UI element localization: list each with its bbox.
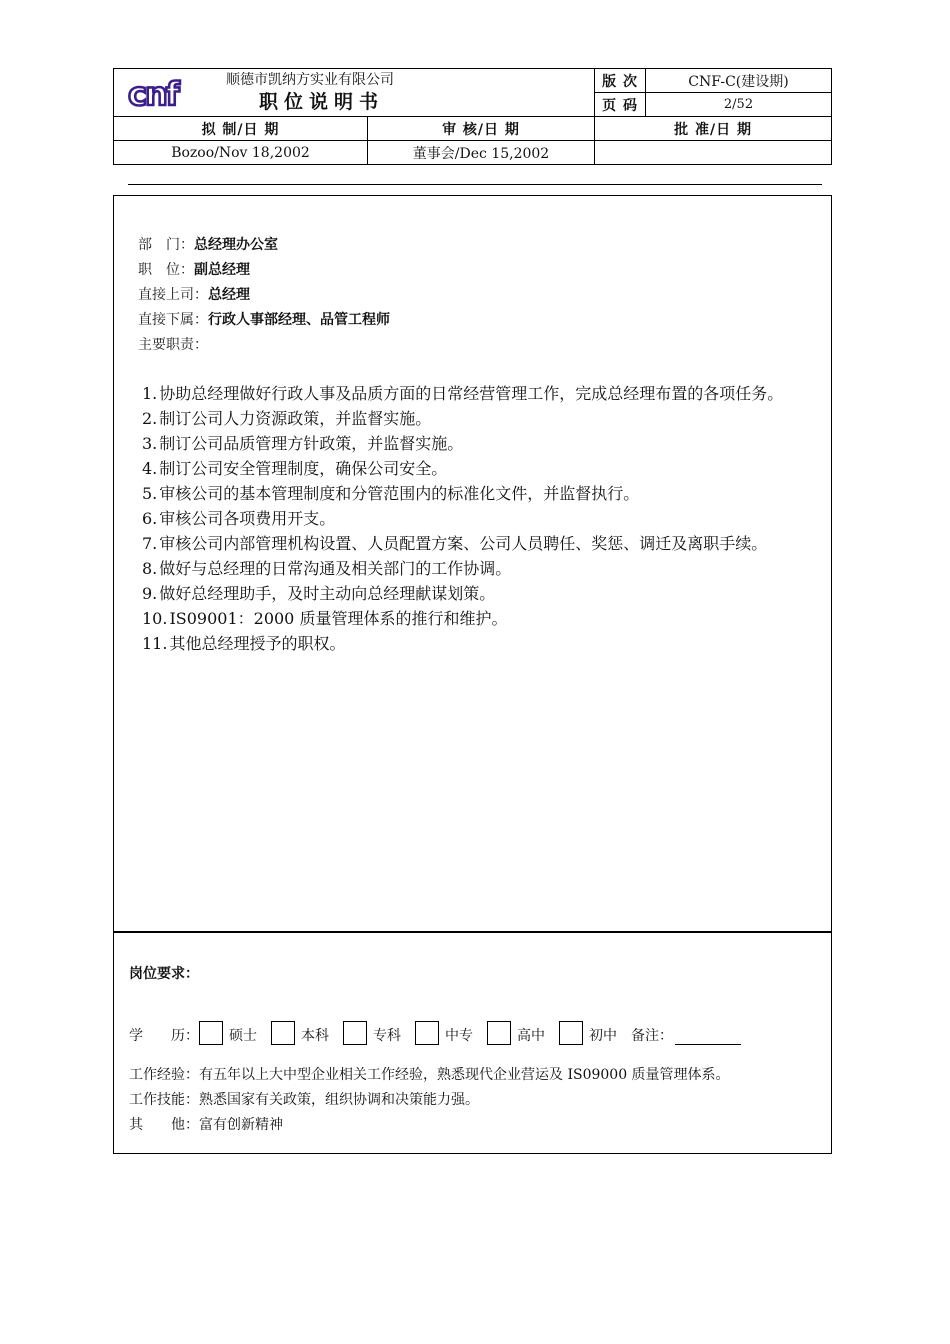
duty-number: 7. <box>142 534 158 553</box>
duties-heading <box>138 334 208 354</box>
duty-text: IS09001：2000 质量管理体系的推行和维护。 <box>169 609 508 628</box>
education-option-label: 高中 <box>517 1028 545 1044</box>
drafted-value: Bozoo/Nov 18,2002 <box>114 141 368 165</box>
skills-value: 熟悉国家有关政策，组织协调和决策能力强。 <box>199 1092 479 1108</box>
duty-item <box>142 631 828 656</box>
duty-item <box>142 556 828 581</box>
education-checkbox[interactable] <box>415 1021 439 1045</box>
duty-number: 6. <box>142 509 158 528</box>
duty-text: 审核公司的基本管理制度和分管范围内的标准化文件，并监督执行。 <box>159 484 640 503</box>
education-option-label: 专科 <box>373 1028 401 1044</box>
job-description-box <box>113 195 832 932</box>
svg-text:cnf: cnf <box>128 77 178 111</box>
duty-number: 10. <box>142 609 168 628</box>
education-option <box>415 1021 473 1045</box>
duty-number: 5. <box>142 484 158 503</box>
duty-text: 其他总经理授予的职权。 <box>169 634 346 653</box>
duties-label: 主要职责： <box>138 337 208 353</box>
requirements-title: 岗位要求： <box>129 966 199 982</box>
education-label: 学 历： <box>129 1028 199 1044</box>
education-option <box>559 1021 617 1045</box>
education-checkbox[interactable] <box>487 1021 511 1045</box>
experience-row <box>129 1064 730 1084</box>
duty-item <box>142 456 828 481</box>
subordinates-label: 直接下属： <box>138 312 208 328</box>
remark-label: 备注： <box>631 1028 673 1044</box>
duty-number: 1. <box>142 384 158 403</box>
duty-number: 8. <box>142 559 158 578</box>
skills-label: 工作技能： <box>129 1092 199 1108</box>
header-divider <box>128 184 822 185</box>
education-option <box>199 1021 257 1045</box>
version-value: CNF-C(建设期) <box>646 69 832 93</box>
education-options <box>199 1021 631 1045</box>
duty-item <box>142 381 828 406</box>
logo-title-cell <box>114 69 595 117</box>
duties-list <box>142 381 828 656</box>
education-checkbox[interactable] <box>271 1021 295 1045</box>
position-label: 职 位： <box>138 262 194 278</box>
subordinates-value: 行政人事部经理、品管工程师 <box>208 312 390 328</box>
superior-row <box>138 284 250 304</box>
education-option <box>343 1021 401 1045</box>
department-label: 部 门： <box>138 237 194 253</box>
duty-item <box>142 431 828 456</box>
duty-text: 制订公司安全管理制度，确保公司安全。 <box>159 459 448 478</box>
duty-number: 11. <box>142 634 168 653</box>
reviewed-label: 审 核/日 期 <box>368 117 595 141</box>
reviewed-value: 董事会/Dec 15,2002 <box>368 141 595 165</box>
superior-label: 直接上司： <box>138 287 208 303</box>
company-logo <box>128 77 216 111</box>
duty-text: 做好总经理助手，及时主动向总经理献谋划策。 <box>159 584 496 603</box>
education-option <box>271 1021 329 1045</box>
company-name: 顺德市凯纳方实业有限公司 <box>226 72 394 88</box>
other-value: 富有创新精神 <box>199 1117 283 1133</box>
duty-item <box>142 531 828 556</box>
header-table <box>113 68 832 165</box>
approved-value <box>595 141 832 165</box>
duty-text: 做好与总经理的日常沟通及相关部门的工作协调。 <box>159 559 512 578</box>
duty-text: 协助总经理做好行政人事及品质方面的日常经营管理工作，完成总经理布置的各项任务。 <box>159 384 784 403</box>
education-checkbox[interactable] <box>343 1021 367 1045</box>
duty-text: 审核公司内部管理机构设置、人员配置方案、公司人员聘任、奖惩、调迁及离职手续。 <box>159 534 768 553</box>
education-checkbox[interactable] <box>199 1021 223 1045</box>
duty-number: 3. <box>142 434 158 453</box>
department-value: 总经理办公室 <box>194 237 278 253</box>
version-label: 版 次 <box>595 69 646 93</box>
duty-item <box>142 406 828 431</box>
page-value: 2/52 <box>646 93 832 117</box>
education-option <box>487 1021 545 1045</box>
document-title: 职位说明书 <box>259 91 385 113</box>
duty-item <box>142 481 828 506</box>
superior-value: 总经理 <box>208 287 250 303</box>
position-value: 副总经理 <box>194 262 250 278</box>
other-row <box>129 1114 283 1134</box>
subordinates-row <box>138 309 390 329</box>
duty-text: 审核公司各项费用开支。 <box>159 509 336 528</box>
duty-number: 4. <box>142 459 158 478</box>
education-checkbox[interactable] <box>559 1021 583 1045</box>
education-option-label: 中专 <box>445 1028 473 1044</box>
approved-label: 批 准/日 期 <box>595 117 832 141</box>
education-row <box>129 1021 741 1045</box>
other-label: 其 他： <box>129 1117 199 1133</box>
education-option-label: 硕士 <box>229 1028 257 1044</box>
duty-item <box>142 606 828 631</box>
skills-row <box>129 1089 479 1109</box>
duty-number: 2. <box>142 409 158 428</box>
duty-text: 制订公司品质管理方针政策，并监督实施。 <box>159 434 464 453</box>
experience-label: 工作经验： <box>129 1067 199 1083</box>
page-label: 页 码 <box>595 93 646 117</box>
education-option-label: 初中 <box>589 1028 617 1044</box>
education-option-label: 本科 <box>301 1028 329 1044</box>
duty-item <box>142 506 828 531</box>
department-row <box>138 234 278 254</box>
position-row <box>138 259 250 279</box>
remark-field[interactable] <box>675 1030 741 1045</box>
drafted-label: 拟 制/日 期 <box>114 117 368 141</box>
duty-number: 9. <box>142 584 158 603</box>
duty-text: 制订公司人力资源政策，并监督实施。 <box>159 409 432 428</box>
requirements-box <box>113 931 832 1154</box>
experience-value: 有五年以上大中型企业相关工作经验，熟悉现代企业营运及 IS09000 质量管理体系。 <box>199 1067 730 1083</box>
duty-item <box>142 581 828 606</box>
